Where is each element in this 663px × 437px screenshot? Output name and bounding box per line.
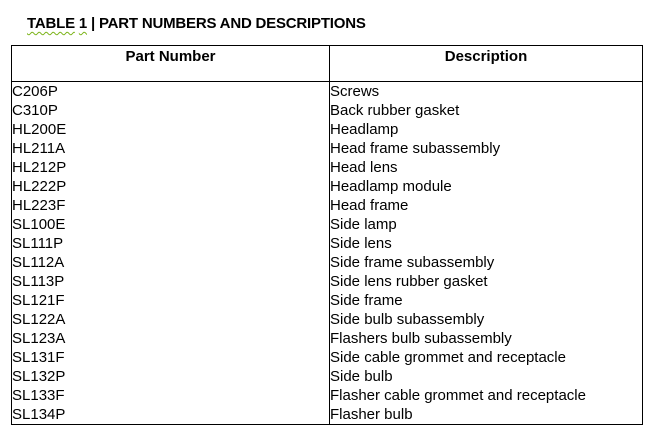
part-number-cell: SL133F: [12, 386, 330, 405]
table-row: [12, 234, 643, 253]
description-cell: Back rubber gasket: [330, 101, 643, 120]
description-cell: Head frame: [330, 196, 643, 215]
table-row: [12, 82, 643, 102]
table-row: [12, 139, 643, 158]
table-row: [12, 196, 643, 215]
description-cell: Side frame: [330, 291, 643, 310]
table-row: [12, 158, 643, 177]
description-cell: Flasher bulb: [330, 405, 643, 425]
table-row: [12, 120, 643, 139]
part-number-cell: HL211A: [12, 139, 330, 158]
header-part-number: Part Number: [12, 46, 330, 82]
part-number-cell: SL132P: [12, 367, 330, 386]
description-cell: Headlamp: [330, 120, 643, 139]
part-number-cell: HL222P: [12, 177, 330, 196]
description-cell: Side bulb subassembly: [330, 310, 643, 329]
table-row: [12, 291, 643, 310]
table-row: [12, 348, 643, 367]
table-body: [12, 82, 643, 425]
description-cell: Side lamp: [330, 215, 643, 234]
part-number-cell: SL111P: [12, 234, 330, 253]
table-row: [12, 101, 643, 120]
description-cell: Side frame subassembly: [330, 253, 643, 272]
table-row: [12, 386, 643, 405]
part-number-cell: SL100E: [12, 215, 330, 234]
part-number-cell: C206P: [12, 82, 330, 102]
part-number-cell: SL134P: [12, 405, 330, 425]
table-row: [12, 367, 643, 386]
description-cell: Side lens: [330, 234, 643, 253]
description-cell: Head frame subassembly: [330, 139, 643, 158]
description-cell: Head lens: [330, 158, 643, 177]
part-number-cell: HL223F: [12, 196, 330, 215]
caption-number: 1: [78, 15, 88, 32]
description-cell: Side lens rubber gasket: [330, 272, 643, 291]
table-row: [12, 215, 643, 234]
part-number-cell: SL123A: [12, 329, 330, 348]
table-row: [12, 310, 643, 329]
table-row: [12, 329, 643, 348]
caption-title: | PART NUMBERS AND DESCRIPTIONS: [90, 15, 366, 32]
parts-table: [11, 45, 643, 425]
part-number-cell: C310P: [12, 101, 330, 120]
description-cell: Headlamp module: [330, 177, 643, 196]
part-number-cell: HL200E: [12, 120, 330, 139]
description-cell: Side cable grommet and receptacle: [330, 348, 643, 367]
part-number-cell: SL122A: [12, 310, 330, 329]
description-cell: Flasher cable grommet and receptacle: [330, 386, 643, 405]
table-caption: [27, 15, 366, 32]
header-row: [12, 46, 643, 82]
description-cell: Screws: [330, 82, 643, 102]
table-row: [12, 253, 643, 272]
description-cell: Side bulb: [330, 367, 643, 386]
part-number-cell: HL212P: [12, 158, 330, 177]
part-number-cell: SL121F: [12, 291, 330, 310]
table-row: [12, 405, 643, 425]
caption-label: TABLE: [27, 15, 75, 32]
table-row: [12, 272, 643, 291]
part-number-cell: SL131F: [12, 348, 330, 367]
header-description: Description: [330, 46, 643, 82]
table-row: [12, 177, 643, 196]
part-number-cell: SL113P: [12, 272, 330, 291]
part-number-cell: SL112A: [12, 253, 330, 272]
description-cell: Flashers bulb subassembly: [330, 329, 643, 348]
